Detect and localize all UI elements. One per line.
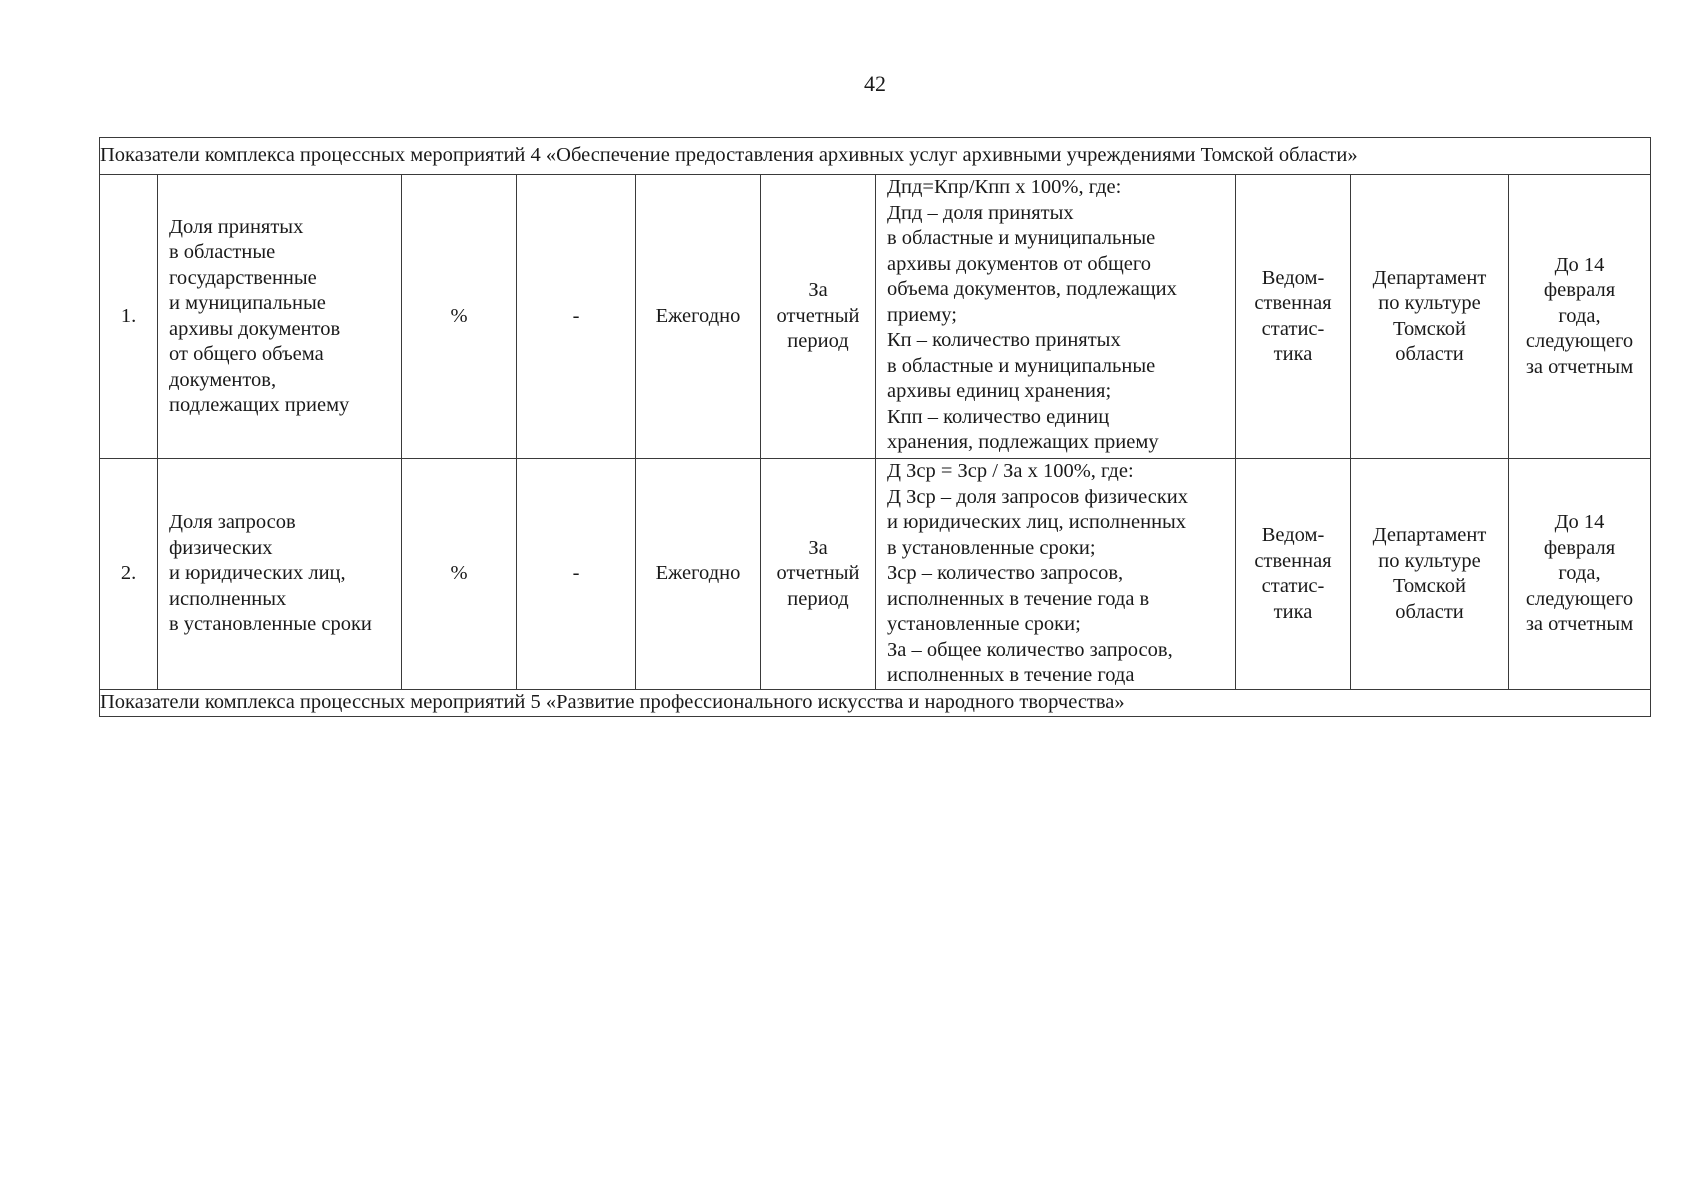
table-row <box>100 175 1651 459</box>
indicators-table <box>99 137 1651 717</box>
indicator-name: Доля запросов физических и юридических лиц, исполненных в установленные сроки <box>158 459 402 690</box>
row-number: 2. <box>100 459 158 690</box>
data-source-cell: Ведом- ственная статис- тика <box>1236 459 1351 690</box>
calculation-method-cell: Д Зср = Зср / За x 100%, где: Д Зср – доля запросов физических и юридических лиц, исполненных в установленные сроки; Зср – количество запросов, исполненных в течение года в установленные сроки; За – общее количество запросов, исполненных в течение года <box>876 459 1236 690</box>
table-row <box>100 459 1651 690</box>
responsible-cell: Департамент по культуре Томской области <box>1351 175 1509 459</box>
data-source-cell: Ведом- ственная статис- тика <box>1236 175 1351 459</box>
row-number: 1. <box>100 175 158 459</box>
base-value-cell: - <box>517 459 636 690</box>
deadline-cell: До 14 февраля года, следующего за отчетным <box>1509 175 1651 459</box>
period-cell: За отчетный период <box>761 459 876 690</box>
page-number: 42 <box>864 71 886 96</box>
section-title-4: Показатели комплекса процессных мероприятий 4 «Обеспечение предоставления архивных услуг архивными учреждениями Томской области» <box>100 138 1651 175</box>
indicator-name: Доля принятых в областные государственные и муниципальные архивы документов от общего объема документов, подлежащих приему <box>158 175 402 459</box>
section-row-4 <box>100 138 1651 175</box>
responsible-cell: Департамент по культуре Томской области <box>1351 459 1509 690</box>
unit-cell: % <box>402 459 517 690</box>
deadline-cell: До 14 февраля года, следующего за отчетным <box>1509 459 1651 690</box>
unit-cell: % <box>402 175 517 459</box>
frequency-cell: Ежегодно <box>636 459 761 690</box>
base-value-cell: - <box>517 175 636 459</box>
period-cell: За отчетный период <box>761 175 876 459</box>
section-title-5: Показатели комплекса процессных мероприятий 5 «Развитие профессионального искусства и народного творчества» <box>100 690 1651 717</box>
calculation-method-cell: Дпд=Кпр/Кпп x 100%, где: Дпд – доля принятых в областные и муниципальные архивы документов от общего объема документов, подлежащих приему; Кп – количество принятых в областные и муниципальные архивы единиц хранения; Кпп – количество единиц хранения, подлежащих приему <box>876 175 1236 459</box>
section-row-5 <box>100 690 1651 717</box>
frequency-cell: Ежегодно <box>636 175 761 459</box>
